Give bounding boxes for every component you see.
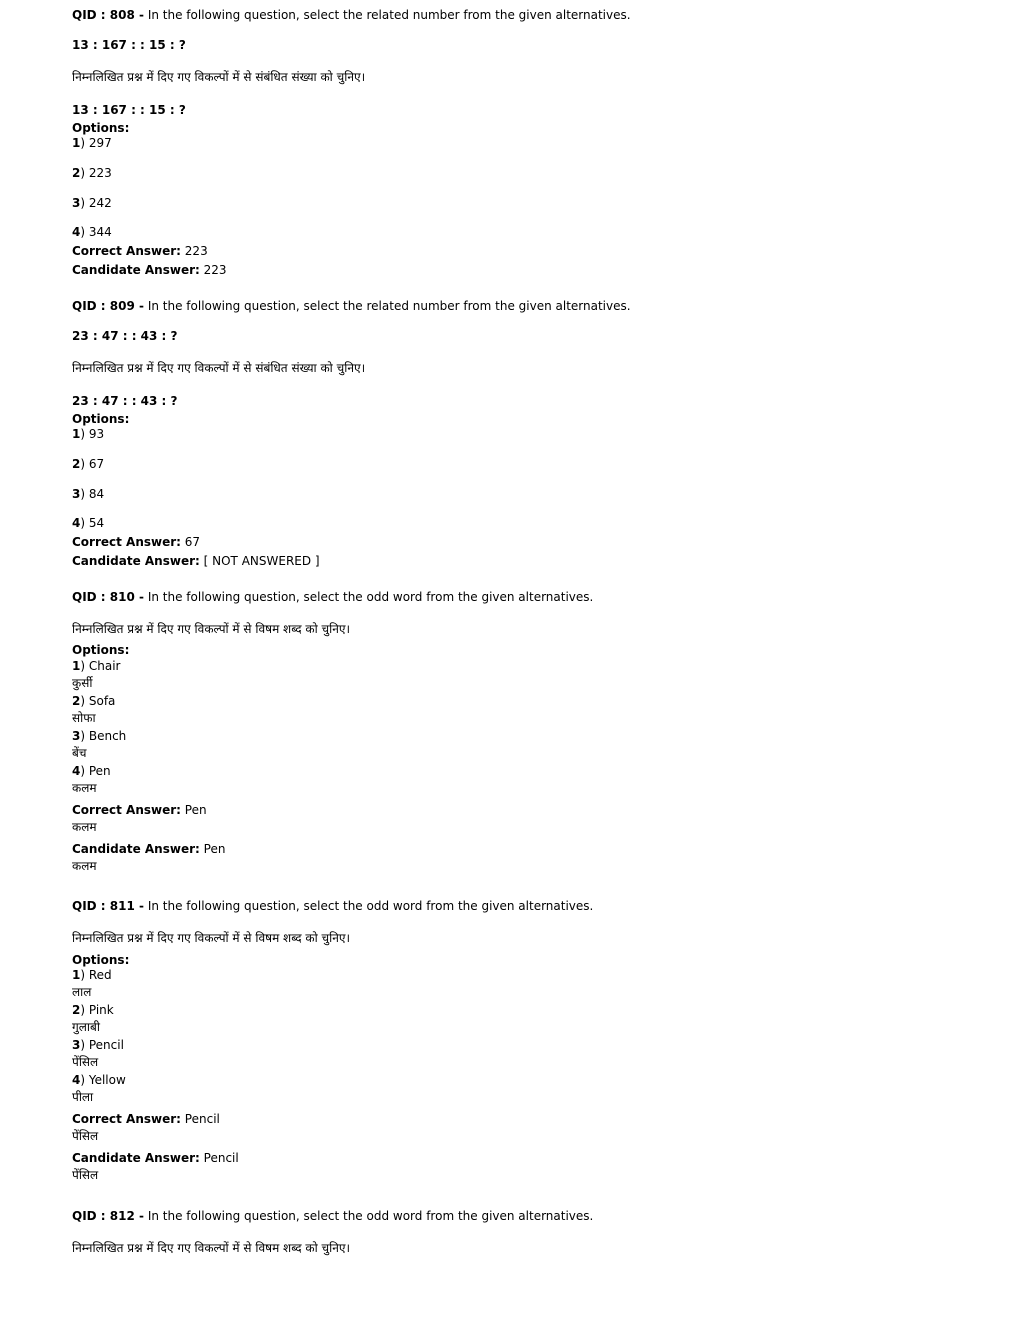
candidate-answer-label: Candidate Answer: [72, 263, 200, 277]
option-text-hi: गुलाबी [72, 1020, 100, 1034]
correct-answer-label: Correct Answer: [72, 244, 181, 258]
correct-answer-value: 223 [184, 244, 208, 258]
option-text-hi: बेंच [72, 746, 87, 760]
option-number: 2 [72, 457, 81, 471]
question-text-hi: निम्नलिखित प्रश्न में दिए गए विकल्पों में से विषम शब्द को चुनिए। [72, 931, 351, 945]
candidate-answer-value: 223 [203, 263, 227, 277]
question-text-en: In the following question, select the odd word from the given alternatives. [147, 899, 594, 913]
candidate-answer [72, 262, 227, 278]
correct-answer-value: Pen [184, 803, 207, 817]
option-text: ) 93 [80, 427, 105, 441]
option-number: 4 [72, 225, 81, 239]
option-item [72, 728, 126, 744]
options-label: Options: [72, 121, 130, 135]
candidate-answer-hi: कलम [72, 859, 97, 873]
question-header [72, 589, 593, 605]
option-text: ) Yellow [80, 1073, 126, 1087]
qid-label: QID : 808 - [72, 8, 144, 22]
question-text-hi: निम्नलिखित प्रश्न में दिए गए विकल्पों में से विषम शब्द को चुनिए। [72, 1241, 351, 1255]
option-number: 3 [72, 1038, 81, 1052]
option-text-hi: लाल [72, 985, 92, 999]
option-item [72, 763, 111, 779]
question-text-en: In the following question, select the related number from the given alternatives. [147, 8, 631, 22]
option-item [72, 165, 112, 181]
option-number: 2 [72, 694, 81, 708]
option-item [72, 224, 112, 240]
option-number: 3 [72, 729, 81, 743]
option-number: 4 [72, 764, 81, 778]
correct-answer-hi: कलम [72, 820, 97, 834]
question-expression: 23 : 47 : : 43 : ? [72, 329, 178, 343]
option-item [72, 1002, 114, 1018]
option-number: 3 [72, 196, 81, 210]
option-number: 1 [72, 968, 81, 982]
option-item [72, 456, 104, 472]
option-text: ) 84 [80, 487, 105, 501]
correct-answer [72, 802, 207, 818]
option-item [72, 426, 104, 442]
candidate-answer [72, 1150, 239, 1166]
correct-answer [72, 534, 200, 550]
option-number: 4 [72, 1073, 81, 1087]
option-text: ) Sofa [80, 694, 116, 708]
option-item [72, 1037, 124, 1053]
question-text-hi: निम्नलिखित प्रश्न में दिए गए विकल्पों में से संबंधित संख्या को चुनिए। [72, 361, 366, 375]
option-text: ) Chair [80, 659, 121, 673]
option-number: 2 [72, 1003, 81, 1017]
question-expression: 13 : 167 : : 15 : ? [72, 38, 186, 52]
qid-label: QID : 811 - [72, 899, 144, 913]
option-item [72, 693, 115, 709]
option-item [72, 135, 112, 151]
option-text: ) Pink [80, 1003, 114, 1017]
option-text: ) 67 [80, 457, 105, 471]
option-text: ) 223 [80, 166, 112, 180]
qid-label: QID : 810 - [72, 590, 144, 604]
option-text: ) Pen [80, 764, 111, 778]
candidate-answer-value: Pencil [203, 1151, 239, 1165]
candidate-answer-label: Candidate Answer: [72, 554, 200, 568]
option-number: 1 [72, 659, 81, 673]
correct-answer [72, 243, 208, 259]
option-text-hi: पेंसिल [72, 1055, 99, 1069]
qid-label: QID : 812 - [72, 1209, 144, 1223]
question-text-hi: निम्नलिखित प्रश्न में दिए गए विकल्पों में से संबंधित संख्या को चुनिए। [72, 70, 366, 84]
candidate-answer-value: Pen [203, 842, 226, 856]
candidate-answer-hi: पेंसिल [72, 1168, 99, 1182]
candidate-answer-label: Candidate Answer: [72, 1151, 200, 1165]
correct-answer [72, 1111, 220, 1127]
question-header [72, 7, 631, 23]
question-expression: 13 : 167 : : 15 : ? [72, 103, 186, 117]
question-text-en: In the following question, select the related number from the given alternatives. [147, 299, 631, 313]
option-item [72, 658, 120, 674]
option-number: 1 [72, 427, 81, 441]
candidate-answer [72, 553, 320, 569]
option-item [72, 195, 112, 211]
option-number: 3 [72, 487, 81, 501]
option-text: ) Pencil [80, 1038, 124, 1052]
option-text: ) 344 [80, 225, 112, 239]
option-text: ) 242 [80, 196, 112, 210]
option-item [72, 515, 104, 531]
correct-answer-label: Correct Answer: [72, 803, 181, 817]
question-text-hi: निम्नलिखित प्रश्न में दिए गए विकल्पों में से विषम शब्द को चुनिए। [72, 622, 351, 636]
candidate-answer-value: [ NOT ANSWERED ] [203, 554, 320, 568]
option-item [72, 967, 112, 983]
option-number: 2 [72, 166, 81, 180]
options-label: Options: [72, 953, 130, 967]
option-text-hi: कुर्सी [72, 676, 93, 690]
qid-label: QID : 809 - [72, 299, 144, 313]
option-item [72, 486, 104, 502]
option-text: ) Red [80, 968, 112, 982]
option-text-hi: कलम [72, 781, 97, 795]
option-item [72, 1072, 126, 1088]
question-header [72, 298, 631, 314]
correct-answer-hi: पेंसिल [72, 1129, 99, 1143]
question-text-en: In the following question, select the odd word from the given alternatives. [147, 590, 594, 604]
correct-answer-label: Correct Answer: [72, 1112, 181, 1126]
question-header [72, 898, 593, 914]
correct-answer-value: 67 [184, 535, 201, 549]
option-text-hi: सोफा [72, 711, 96, 725]
option-number: 1 [72, 136, 81, 150]
option-text-hi: पीला [72, 1090, 94, 1104]
candidate-answer [72, 841, 225, 857]
correct-answer-label: Correct Answer: [72, 535, 181, 549]
option-text: ) Bench [80, 729, 127, 743]
question-text-en: In the following question, select the odd word from the given alternatives. [147, 1209, 594, 1223]
option-text: ) 297 [80, 136, 112, 150]
options-label: Options: [72, 643, 130, 657]
question-header [72, 1208, 593, 1224]
options-label: Options: [72, 412, 130, 426]
option-number: 4 [72, 516, 81, 530]
correct-answer-value: Pencil [184, 1112, 220, 1126]
question-expression: 23 : 47 : : 43 : ? [72, 394, 178, 408]
candidate-answer-label: Candidate Answer: [72, 842, 200, 856]
option-text: ) 54 [80, 516, 105, 530]
